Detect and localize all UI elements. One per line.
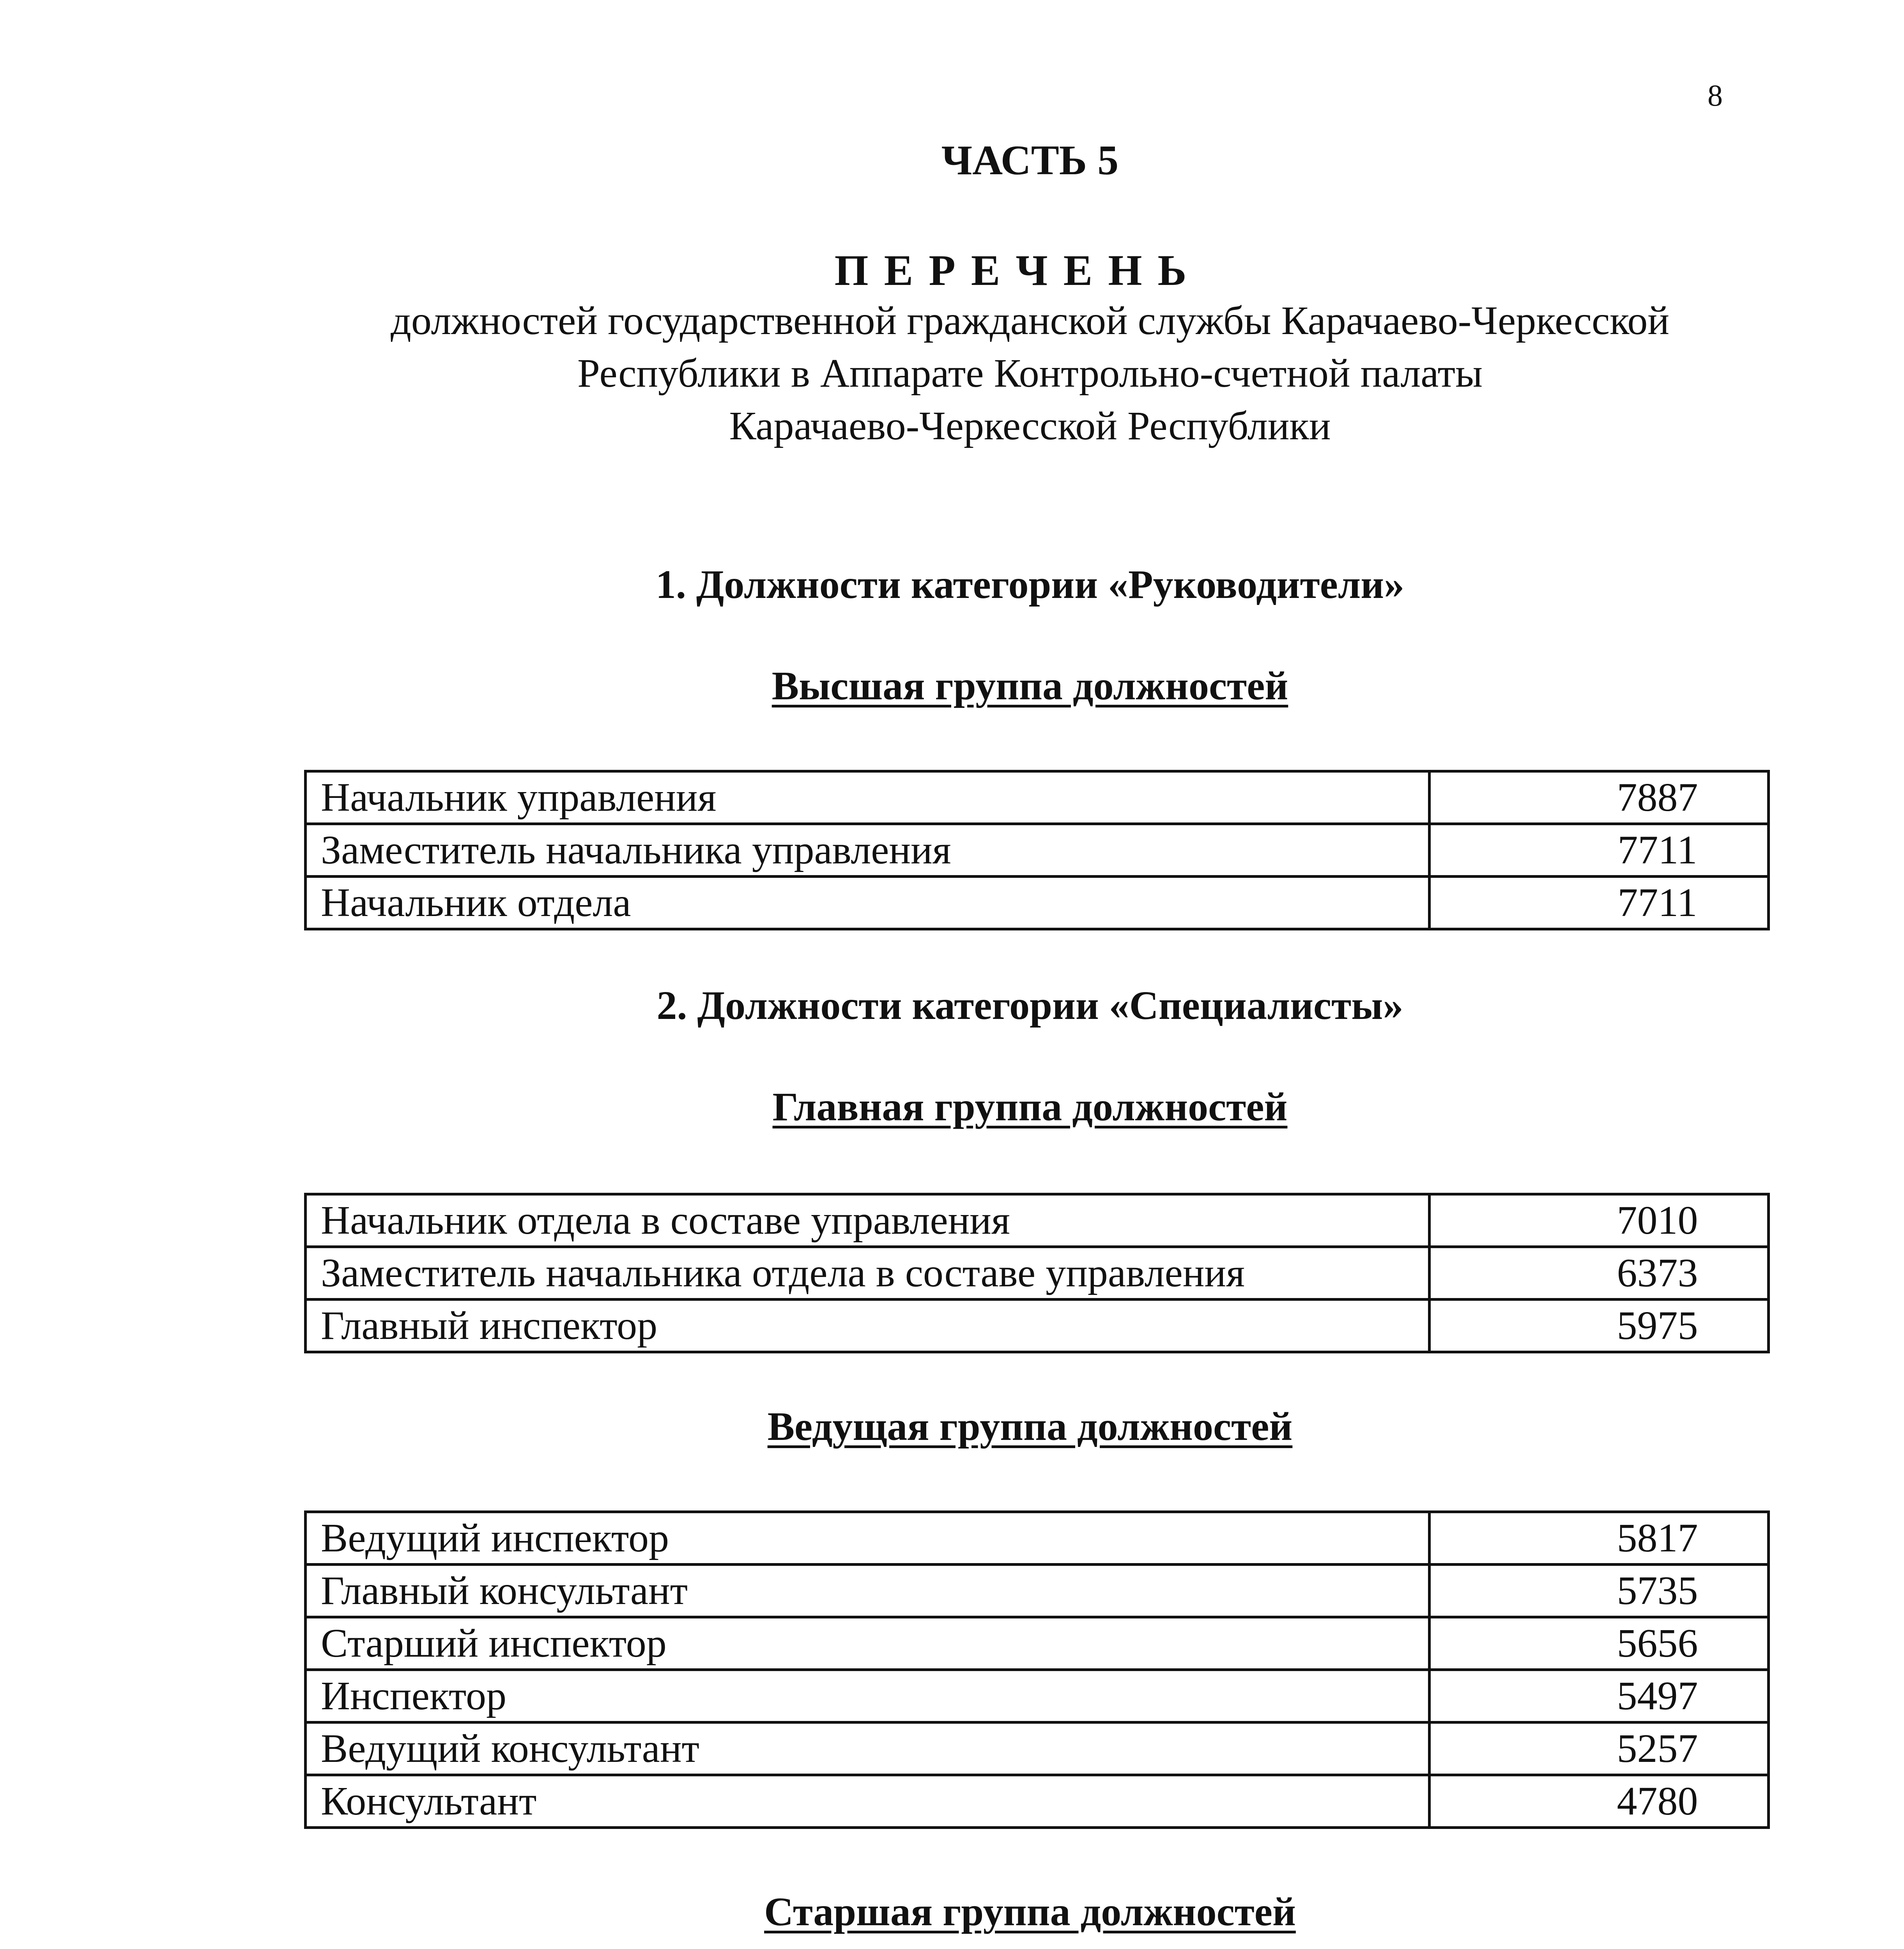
table-row <box>306 824 1769 877</box>
position-value: 5497 <box>1430 1670 1769 1723</box>
position-value: 7711 <box>1430 824 1769 877</box>
position-name: Заместитель начальника управления <box>306 824 1430 877</box>
position-name: Начальник отдела в составе управления <box>306 1194 1430 1247</box>
subtitle-line: должностей государственной гражданской службы Карачаево-Черкесской <box>390 298 1670 343</box>
table-row <box>306 1775 1769 1828</box>
subtitle-line: Карачаево-Черкесской Республики <box>729 403 1331 448</box>
group-title: Ведущая группа должностей <box>767 1404 1293 1449</box>
section-title: 2. Должности категории «Специалисты» <box>656 983 1403 1028</box>
position-name: Заместитель начальника отдела в составе управления <box>306 1247 1430 1300</box>
group-title: Высшая группа должностей <box>772 663 1288 708</box>
position-value: 5735 <box>1430 1565 1769 1617</box>
group-title: Старшая группа должностей <box>764 1889 1296 1934</box>
table-row <box>306 1512 1769 1565</box>
section-title: 1. Должности категории «Руководители» <box>655 562 1405 607</box>
position-name: Главный инспектор <box>306 1300 1430 1352</box>
position-name: Начальник отдела <box>306 877 1430 929</box>
table-row <box>306 771 1769 824</box>
table-row <box>306 877 1769 929</box>
position-value: 7010 <box>1430 1194 1769 1247</box>
table-row <box>306 1723 1769 1775</box>
position-value: 7711 <box>1430 877 1769 929</box>
subtitle-line: Республики в Аппарате Контрольно-счетной палаты <box>577 351 1483 396</box>
table-row <box>306 1670 1769 1723</box>
position-value: 5817 <box>1430 1512 1769 1565</box>
positions-table <box>304 770 1770 930</box>
list-title: ПЕРЕЧЕНЬ <box>834 246 1202 295</box>
position-name: Консультант <box>306 1775 1430 1828</box>
position-name: Ведущий консультант <box>306 1723 1430 1775</box>
position-name: Ведущий инспектор <box>306 1512 1430 1565</box>
position-name: Старший инспектор <box>306 1617 1430 1670</box>
position-value: 5257 <box>1430 1723 1769 1775</box>
position-name: Главный консультант <box>306 1565 1430 1617</box>
table-row <box>306 1617 1769 1670</box>
page-number: 8 <box>1708 78 1723 112</box>
position-name: Инспектор <box>306 1670 1430 1723</box>
position-value: 4780 <box>1430 1775 1769 1828</box>
table-row <box>306 1565 1769 1617</box>
positions-table <box>304 1510 1770 1829</box>
table-row <box>306 1194 1769 1247</box>
group-title: Главная группа должностей <box>772 1084 1288 1129</box>
table-row <box>306 1247 1769 1300</box>
position-name: Начальник управления <box>306 771 1430 824</box>
table-row <box>306 1300 1769 1352</box>
position-value: 5975 <box>1430 1300 1769 1352</box>
position-value: 7887 <box>1430 771 1769 824</box>
part-title: ЧАСТЬ 5 <box>941 137 1119 184</box>
position-value: 6373 <box>1430 1247 1769 1300</box>
positions-table <box>304 1193 1770 1353</box>
position-value: 5656 <box>1430 1617 1769 1670</box>
